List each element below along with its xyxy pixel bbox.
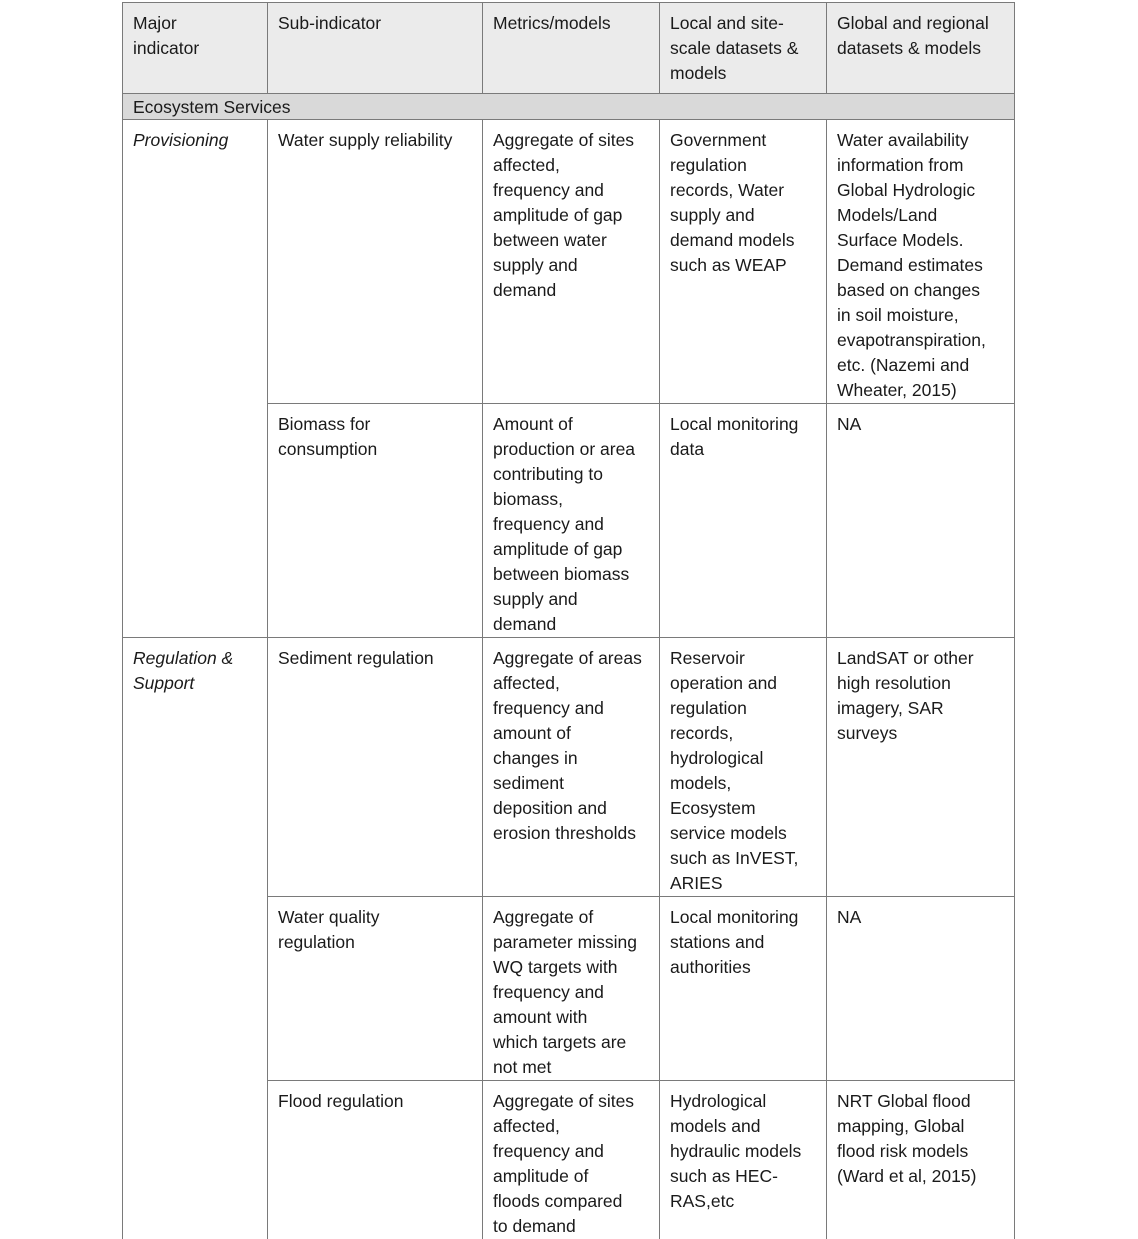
metrics-cell: Aggregate of areas affected, frequency and amount of changes in sediment deposition and erosion thresholds bbox=[483, 638, 660, 897]
header-sub-indicator: Sub-indicator bbox=[268, 3, 483, 94]
global-datasets-cell: Water availability information from Global Hydrologic Models/Land Surface Models. Demand estimates based on changes in soil moisture, evapotranspiration, etc. (Nazemi and Wheater, 2015) bbox=[827, 120, 1015, 404]
major-indicator-cell: Regulation & Support bbox=[123, 638, 268, 897]
header-global-datasets: Global and regional datasets & models bbox=[827, 3, 1015, 94]
local-datasets-cell: Reservoir operation and regulation records, hydrological models, Ecosystem service models such as InVEST, ARIES bbox=[660, 638, 827, 897]
header-local-datasets: Local and site- scale datasets & models bbox=[660, 3, 827, 94]
global-datasets-cell: NA bbox=[827, 897, 1015, 1081]
table-row bbox=[123, 404, 1015, 638]
header-major-indicator: Major indicator bbox=[123, 3, 268, 94]
metrics-cell: Aggregate of parameter missing WQ targets with frequency and amount with which targets are not met bbox=[483, 897, 660, 1081]
indicator-table bbox=[122, 2, 1015, 1239]
metrics-cell: Amount of production or area contributing to biomass, frequency and amplitude of gap between biomass supply and demand bbox=[483, 404, 660, 638]
major-indicator-cell bbox=[123, 897, 268, 1081]
sub-indicator-cell: Flood regulation bbox=[268, 1081, 483, 1239]
sub-indicator-cell: Biomass for consumption bbox=[268, 404, 483, 638]
global-datasets-cell: LandSAT or other high resolution imagery, SAR surveys bbox=[827, 638, 1015, 897]
sub-indicator-cell: Water supply reliability bbox=[268, 120, 483, 404]
global-datasets-cell: NRT Global flood mapping, Global flood risk models (Ward et al, 2015) bbox=[827, 1081, 1015, 1239]
header-metrics-models: Metrics/models bbox=[483, 3, 660, 94]
local-datasets-cell: Hydrological models and hydraulic models such as HEC- RAS,etc bbox=[660, 1081, 827, 1239]
metrics-cell: Aggregate of sites affected, frequency and amplitude of gap between water supply and demand bbox=[483, 120, 660, 404]
local-datasets-cell: Government regulation records, Water supply and demand models such as WEAP bbox=[660, 120, 827, 404]
table-row bbox=[123, 1081, 1015, 1239]
table-row bbox=[123, 120, 1015, 404]
metrics-cell: Aggregate of sites affected, frequency and amplitude of floods compared to demand bbox=[483, 1081, 660, 1239]
local-datasets-cell: Local monitoring stations and authorities bbox=[660, 897, 827, 1081]
major-indicator-cell: Provisioning bbox=[123, 120, 268, 404]
global-datasets-cell: NA bbox=[827, 404, 1015, 638]
section-label: Ecosystem Services bbox=[123, 94, 1015, 120]
sub-indicator-cell: Water quality regulation bbox=[268, 897, 483, 1081]
table-row bbox=[123, 638, 1015, 897]
sub-indicator-cell: Sediment regulation bbox=[268, 638, 483, 897]
section-row bbox=[123, 94, 1015, 120]
header-row bbox=[123, 3, 1015, 94]
local-datasets-cell: Local monitoring data bbox=[660, 404, 827, 638]
major-indicator-cell bbox=[123, 1081, 268, 1239]
major-indicator-cell bbox=[123, 404, 268, 638]
table-row bbox=[123, 897, 1015, 1081]
